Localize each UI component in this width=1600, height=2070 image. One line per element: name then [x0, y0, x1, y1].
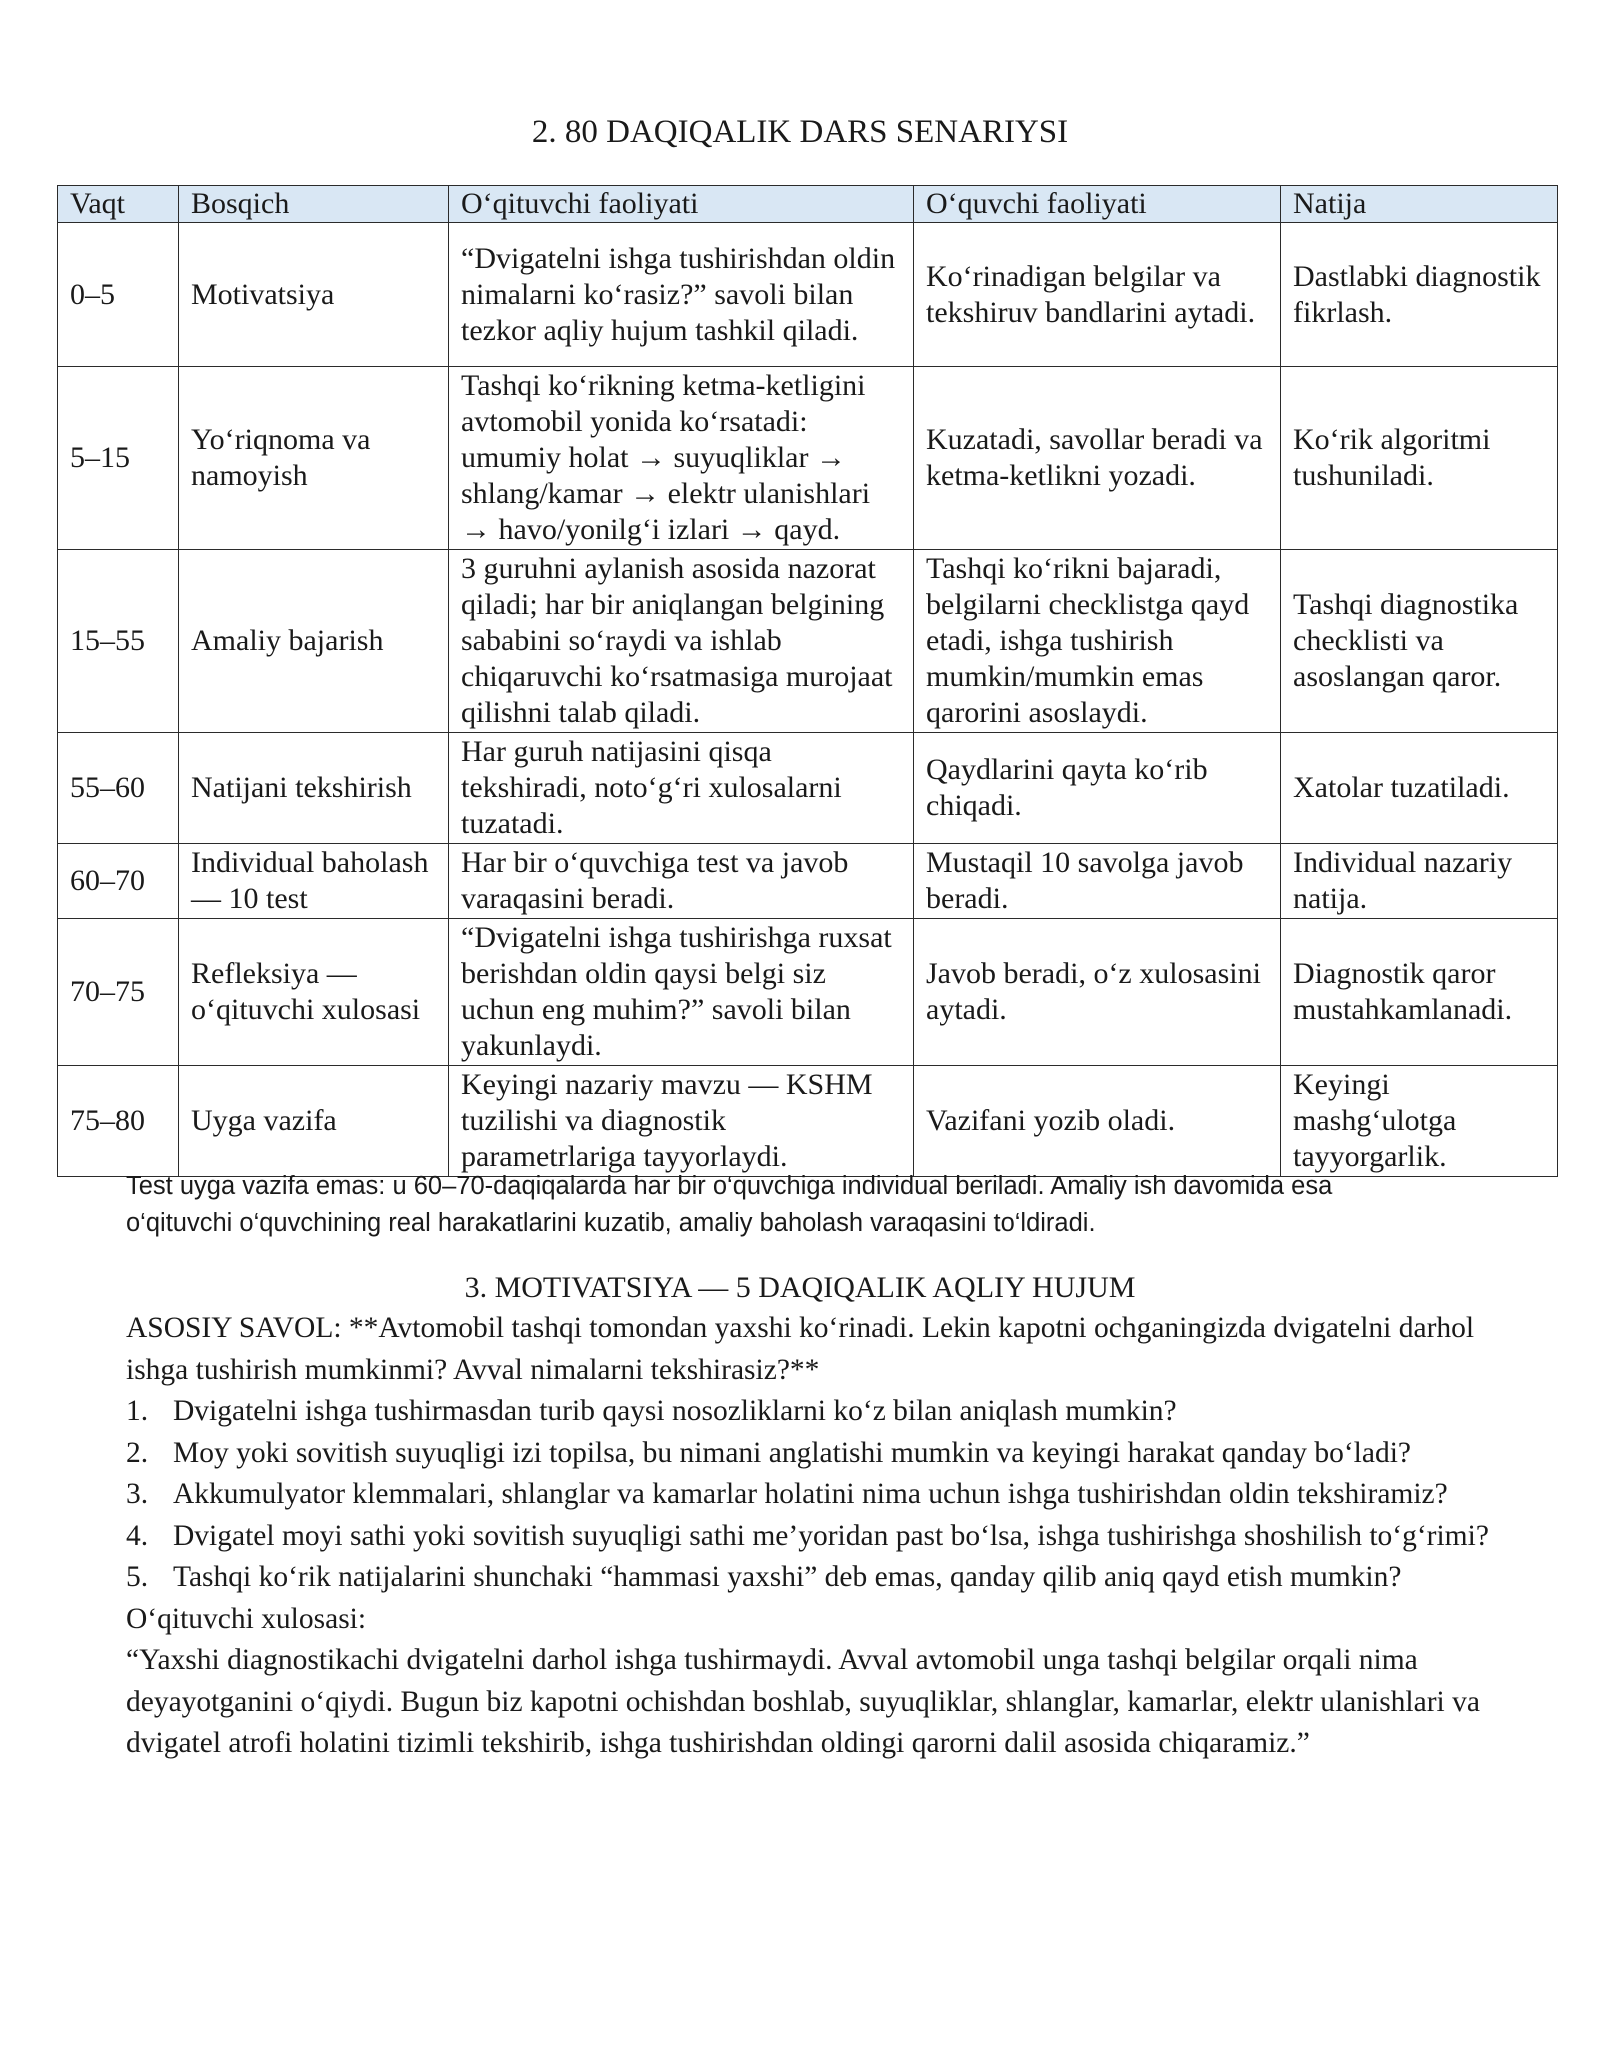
list-item	[126, 1474, 1526, 1516]
section-title-motivation: 3. MOTIVATSIYA — 5 DAQIQALIK AQLIY HUJUM	[464, 1271, 1136, 1304]
table-row	[58, 550, 1558, 733]
cell-stage: Refleksiya — o‘qituvchi xulosasi	[179, 919, 449, 1066]
table-row	[58, 733, 1558, 844]
list-item-text: Dvigatelni ishga tushirmasdan turib qaysi nosozliklarni ko‘z bilan aniqlash mumkin?	[173, 1395, 1177, 1427]
column-header-stage: Bosqich	[179, 186, 449, 223]
cell-student-activity: Vazifani yozib oladi.	[914, 1066, 1281, 1177]
main-question: ASOSIY SAVOL: **Avtomobil tashqi tomondan yaxshi ko‘rinadi. Lekin kapotni ochganingizda dvigatelni darhol ishga tushirish mumkinmi? Avval nimalarni tekshirasiz?**	[126, 1312, 1475, 1386]
cell-result: Dastlabki diagnostik fikrlash.	[1281, 223, 1558, 367]
cell-stage: Motivatsiya	[179, 223, 449, 367]
cell-result: Ko‘rik algoritmi tushuniladi.	[1281, 367, 1558, 550]
table-row	[58, 367, 1558, 550]
cell-teacher-activity: Har guruh natijasini qisqa tekshiradi, noto‘g‘ri xulosalarni tuzatadi.	[449, 733, 914, 844]
motivation-section	[126, 1308, 1526, 1765]
list-item	[126, 1391, 1526, 1433]
column-header-teacher-activity: O‘qituvchi faoliyati	[449, 186, 914, 223]
cell-result: Diagnostik qaror mustahkamlanadi.	[1281, 919, 1558, 1066]
list-item	[126, 1433, 1526, 1475]
column-header-time: Vaqt	[58, 186, 179, 223]
cell-time: 60–70	[58, 844, 179, 919]
cell-time: 75–80	[58, 1066, 179, 1177]
column-header-result: Natija	[1281, 186, 1558, 223]
test-note	[126, 1168, 1526, 1242]
cell-student-activity: Tashqi ko‘rikni bajaradi, belgilarni checklistga qayd etadi, ishga tushirish mumkin/mumkin emas qarorini asoslaydi.	[914, 550, 1281, 733]
table-row	[58, 844, 1558, 919]
cell-teacher-activity: 3 guruhni aylanish asosida nazorat qiladi; har bir aniqlangan belgining sababini so‘raydi va ishlab chiqaruvchi ko‘rsatmasiga murojaat qilishni talab qiladi.	[449, 550, 914, 733]
cell-student-activity: Qaydlarini qayta ko‘rib chiqadi.	[914, 733, 1281, 844]
cell-stage: Uyga vazifa	[179, 1066, 449, 1177]
list-item	[126, 1516, 1526, 1558]
cell-stage: Yo‘riqnoma va namoyish	[179, 367, 449, 550]
cell-teacher-activity: Keyingi nazariy mavzu — KSHM tuzilishi va diagnostik parametrlariga tayyorlaydi.	[449, 1066, 914, 1177]
list-item-number: 3.	[126, 1478, 149, 1510]
section-title-lesson-scenario: 2. 80 DAQIQALIK DARS SENARIYSI	[531, 114, 1069, 150]
table-row	[58, 223, 1558, 367]
note-line: o‘qituvchi o‘quvchining real harakatlarini kuzatib, amaliy baholash varaqasini to‘ldiradi.	[126, 1209, 1096, 1237]
table-row	[58, 1066, 1558, 1177]
list-item	[126, 1557, 1526, 1599]
cell-time: 0–5	[58, 223, 179, 367]
cell-student-activity: Javob beradi, o‘z xulosasini aytadi.	[914, 919, 1281, 1066]
cell-stage: Individual baholash — 10 test	[179, 844, 449, 919]
cell-time: 15–55	[58, 550, 179, 733]
cell-teacher-activity: “Dvigatelni ishga tushirishdan oldin nimalarni ko‘rasiz?” savoli bilan tezkor aqliy hujum tashkil qiladi.	[449, 223, 914, 367]
cell-teacher-activity: Har bir o‘quvchiga test va javob varaqasini beradi.	[449, 844, 914, 919]
list-item-text: Moy yoki sovitish suyuqligi izi topilsa, bu nimani anglatishi mumkin va keyingi harakat qanday bo‘ladi?	[173, 1436, 1412, 1469]
list-item-text: Tashqi ko‘rik natijalarini shunchaki “hammasi yaxshi” deb emas, qanday qilib aniq qayd etish mumkin?	[173, 1561, 1402, 1593]
cell-student-activity: Ko‘rinadigan belgilar va tekshiruv bandlarini aytadi.	[914, 223, 1281, 367]
cell-result: Individual nazariy natija.	[1281, 844, 1558, 919]
cell-stage: Amaliy bajarish	[179, 550, 449, 733]
list-item-number: 2.	[126, 1436, 149, 1469]
list-item-number: 4.	[126, 1519, 149, 1552]
table-row	[58, 919, 1558, 1066]
cell-time: 5–15	[58, 367, 179, 550]
cell-student-activity: Kuzatadi, savollar beradi va ketma-ketlikni yozadi.	[914, 367, 1281, 550]
list-item-text: Dvigatel moyi sathi yoki sovitish suyuqligi sathi me’yoridan past bo‘lsa, ishga tushirishga shoshilish to‘g‘rimi?	[173, 1519, 1489, 1552]
cell-time: 55–60	[58, 733, 179, 844]
table-header-row	[58, 186, 1558, 223]
note-line: Test uyga vazifa emas: u 60–70-daqiqalarda har bir o‘quvchiga individual beriladi. Amaliy ish davomida esa	[126, 1172, 1333, 1200]
cell-result: Keyingi mashg‘ulotga tayyorgarlik.	[1281, 1066, 1558, 1177]
cell-result: Tashqi diagnostika checklisti va asoslangan qaror.	[1281, 550, 1558, 733]
list-item-number: 1.	[126, 1395, 149, 1427]
cell-time: 70–75	[58, 919, 179, 1066]
conclusion-label: O‘qituvchi xulosasi:	[126, 1602, 367, 1635]
question-list	[126, 1391, 1526, 1599]
list-item-number: 5.	[126, 1561, 149, 1593]
lesson-scenario-table	[57, 185, 1558, 1177]
cell-student-activity: Mustaqil 10 savolga javob beradi.	[914, 844, 1281, 919]
cell-teacher-activity: Tashqi ko‘rikning ketma-ketligini avtomobil yonida ko‘rsatadi: umumiy holat → suyuqliklar → shlang/kamar → elektr ulanishlari → havo/yonilg‘i izlari → qayd.	[449, 367, 914, 550]
cell-stage: Natijani tekshirish	[179, 733, 449, 844]
cell-teacher-activity: “Dvigatelni ishga tushirishga ruxsat berishdan oldin qaysi belgi siz uchun eng muhim?” savoli bilan yakunlaydi.	[449, 919, 914, 1066]
column-header-student-activity: O‘quvchi faoliyati	[914, 186, 1281, 223]
list-item-text: Akkumulyator klemmalari, shlanglar va kamarlar holatini nima uchun ishga tushirishdan oldin tekshiramiz?	[173, 1478, 1448, 1510]
conclusion-text: “Yaxshi diagnostikachi dvigatelni darhol ishga tushirmaydi. Avval avtomobil unga tashqi belgilar orqali nima deyayotganini o‘qiydi. Bugun biz kapotni ochishdan boshlab, suyuqliklar, shlanglar, kamarlar, elektr ulanishlari va dvigatel atrofi holatini tizimli tekshirib, ishga tushirishdan oldingi qarorni dalil asosida chiqaramiz.”	[126, 1644, 1480, 1759]
cell-result: Xatolar tuzatiladi.	[1281, 733, 1558, 844]
